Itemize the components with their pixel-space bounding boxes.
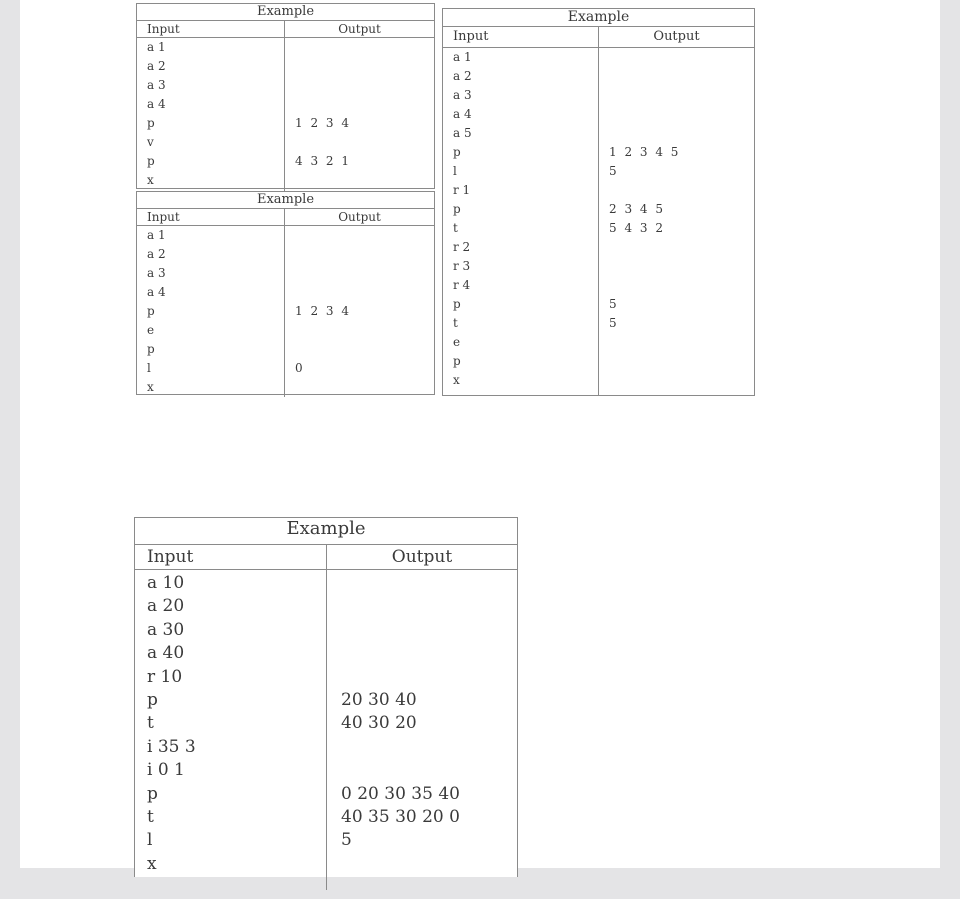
input-cell: p bbox=[147, 116, 155, 130]
input-cell: a 2 bbox=[453, 69, 472, 83]
example-table-2 bbox=[136, 191, 435, 395]
output-header: Output bbox=[338, 22, 381, 36]
output-cell bbox=[327, 736, 341, 759]
output-cell: 40 35 30 20 0 bbox=[341, 806, 460, 827]
output-cell: 0 20 30 35 40 bbox=[341, 783, 460, 804]
output-cell bbox=[599, 276, 609, 295]
example-title: Example bbox=[137, 192, 434, 209]
table-row bbox=[137, 76, 434, 95]
table-row bbox=[137, 57, 434, 76]
example-title: Example bbox=[135, 518, 517, 545]
input-cell: a 3 bbox=[147, 78, 166, 92]
input-cell: a 20 bbox=[147, 596, 185, 617]
table-body bbox=[137, 38, 434, 191]
table-row bbox=[137, 378, 434, 397]
output-header: Output bbox=[653, 29, 700, 44]
table-body bbox=[137, 226, 434, 397]
table-header bbox=[137, 209, 434, 226]
output-cell bbox=[285, 340, 295, 359]
output-cell: 40 30 20 bbox=[341, 713, 417, 734]
output-cell: 5 4 3 2 bbox=[609, 221, 665, 235]
input-cell: e bbox=[147, 323, 155, 337]
table-row bbox=[137, 340, 434, 359]
input-cell: e bbox=[453, 335, 461, 349]
table-row bbox=[137, 359, 434, 378]
input-cell: a 1 bbox=[453, 50, 472, 64]
input-cell: a 2 bbox=[147, 59, 166, 73]
output-cell bbox=[599, 124, 609, 143]
input-header: Input bbox=[443, 27, 599, 47]
input-cell: p bbox=[147, 342, 155, 356]
output-cell bbox=[285, 321, 295, 340]
output-cell bbox=[599, 352, 609, 371]
output-cell bbox=[285, 378, 295, 397]
input-cell: p bbox=[453, 297, 461, 311]
output-cell bbox=[327, 853, 341, 876]
output-cell bbox=[285, 133, 295, 152]
input-header: Input bbox=[137, 21, 285, 37]
output-header: Output bbox=[391, 547, 453, 567]
input-cell: r 4 bbox=[453, 278, 471, 292]
output-cell bbox=[599, 257, 609, 276]
output-cell bbox=[285, 283, 295, 302]
table-row bbox=[137, 245, 434, 264]
input-header: Input bbox=[135, 545, 327, 569]
input-cell: r 3 bbox=[453, 259, 471, 273]
input-cell: x bbox=[147, 173, 154, 187]
output-cell bbox=[327, 759, 341, 782]
output-cell bbox=[285, 95, 295, 114]
input-cell: a 30 bbox=[147, 619, 185, 640]
table-header bbox=[137, 21, 434, 38]
input-cell: t bbox=[453, 316, 458, 330]
output-cell: 5 bbox=[341, 830, 352, 851]
example-table-4 bbox=[134, 517, 518, 877]
input-cell: p bbox=[147, 154, 155, 168]
output-cell bbox=[285, 171, 295, 191]
output-cell bbox=[285, 226, 295, 245]
output-cell: 5 bbox=[609, 316, 619, 330]
output-header: Output bbox=[338, 210, 381, 224]
document-page bbox=[20, 0, 940, 874]
output-cell bbox=[599, 181, 609, 200]
input-cell: r 1 bbox=[453, 183, 471, 197]
table-row bbox=[137, 302, 434, 321]
input-cell: p bbox=[453, 354, 461, 368]
output-cell: 5 bbox=[609, 297, 619, 311]
input-cell: a 5 bbox=[453, 126, 472, 140]
input-cell: l bbox=[147, 361, 151, 375]
table-row bbox=[137, 133, 434, 152]
example-table-1 bbox=[136, 3, 435, 189]
input-cell: a 1 bbox=[147, 228, 166, 242]
output-cell bbox=[327, 642, 341, 665]
example-title: Example bbox=[443, 9, 754, 27]
input-cell: x bbox=[147, 853, 157, 874]
table-row bbox=[137, 283, 434, 302]
input-cell: r 2 bbox=[453, 240, 471, 254]
output-cell: 2 3 4 5 bbox=[609, 202, 665, 216]
input-cell: a 2 bbox=[147, 247, 166, 261]
input-cell: p bbox=[453, 202, 461, 216]
table-row bbox=[137, 38, 434, 57]
output-cell bbox=[285, 57, 295, 76]
input-cell: p bbox=[147, 783, 158, 804]
output-cell bbox=[599, 333, 609, 352]
input-cell: p bbox=[453, 145, 461, 159]
input-cell: x bbox=[453, 373, 460, 387]
output-cell bbox=[599, 86, 609, 105]
table-row bbox=[137, 152, 434, 171]
input-cell: a 4 bbox=[453, 107, 472, 121]
table-body bbox=[135, 570, 517, 899]
output-cell bbox=[327, 619, 341, 642]
output-cell bbox=[327, 666, 341, 689]
input-cell: a 3 bbox=[147, 266, 166, 280]
input-cell: t bbox=[147, 806, 154, 827]
output-cell: 0 bbox=[295, 361, 305, 375]
table-row bbox=[137, 321, 434, 340]
input-cell: a 1 bbox=[147, 40, 166, 54]
input-cell: t bbox=[453, 221, 458, 235]
output-cell: 20 30 40 bbox=[341, 689, 417, 710]
input-cell: x bbox=[147, 380, 154, 394]
output-cell bbox=[285, 38, 295, 57]
table-header bbox=[135, 545, 517, 570]
output-cell bbox=[327, 595, 341, 618]
input-cell: r 10 bbox=[147, 666, 183, 687]
input-cell: l bbox=[147, 830, 153, 851]
output-cell: 4 3 2 1 bbox=[295, 154, 351, 168]
output-cell bbox=[285, 245, 295, 264]
table-body bbox=[443, 48, 754, 390]
input-cell: p bbox=[147, 689, 158, 710]
output-cell bbox=[599, 48, 609, 67]
output-cell bbox=[599, 238, 609, 257]
input-cell: i 35 3 bbox=[147, 736, 196, 757]
table-row bbox=[137, 95, 434, 114]
example-table-3 bbox=[442, 8, 755, 396]
input-cell: v bbox=[147, 135, 154, 149]
output-cell bbox=[285, 264, 295, 283]
output-cell bbox=[327, 876, 341, 899]
input-cell: a 10 bbox=[147, 573, 185, 593]
table-row bbox=[137, 114, 434, 133]
table-header bbox=[443, 27, 754, 48]
output-cell bbox=[599, 371, 609, 390]
output-cell bbox=[285, 76, 295, 95]
output-cell: 1 2 3 4 bbox=[295, 304, 351, 318]
table-row bbox=[137, 226, 434, 245]
output-cell bbox=[327, 572, 341, 595]
table-row bbox=[137, 171, 434, 191]
input-cell: a 4 bbox=[147, 285, 166, 299]
input-cell: t bbox=[147, 713, 154, 734]
example-title: Example bbox=[137, 4, 434, 21]
input-cell bbox=[135, 876, 327, 899]
output-cell bbox=[599, 105, 609, 124]
input-cell: a 3 bbox=[453, 88, 472, 102]
input-cell: i 0 1 bbox=[147, 760, 185, 781]
output-cell: 1 2 3 4 bbox=[295, 116, 351, 130]
input-cell: a 40 bbox=[147, 643, 185, 664]
table-row bbox=[137, 264, 434, 283]
input-header: Input bbox=[137, 209, 285, 225]
input-cell: p bbox=[147, 304, 155, 318]
output-cell: 5 bbox=[609, 164, 619, 178]
input-cell: l bbox=[453, 164, 457, 178]
output-cell bbox=[599, 67, 609, 86]
input-cell: a 4 bbox=[147, 97, 166, 111]
output-cell: 1 2 3 4 5 bbox=[609, 145, 681, 159]
